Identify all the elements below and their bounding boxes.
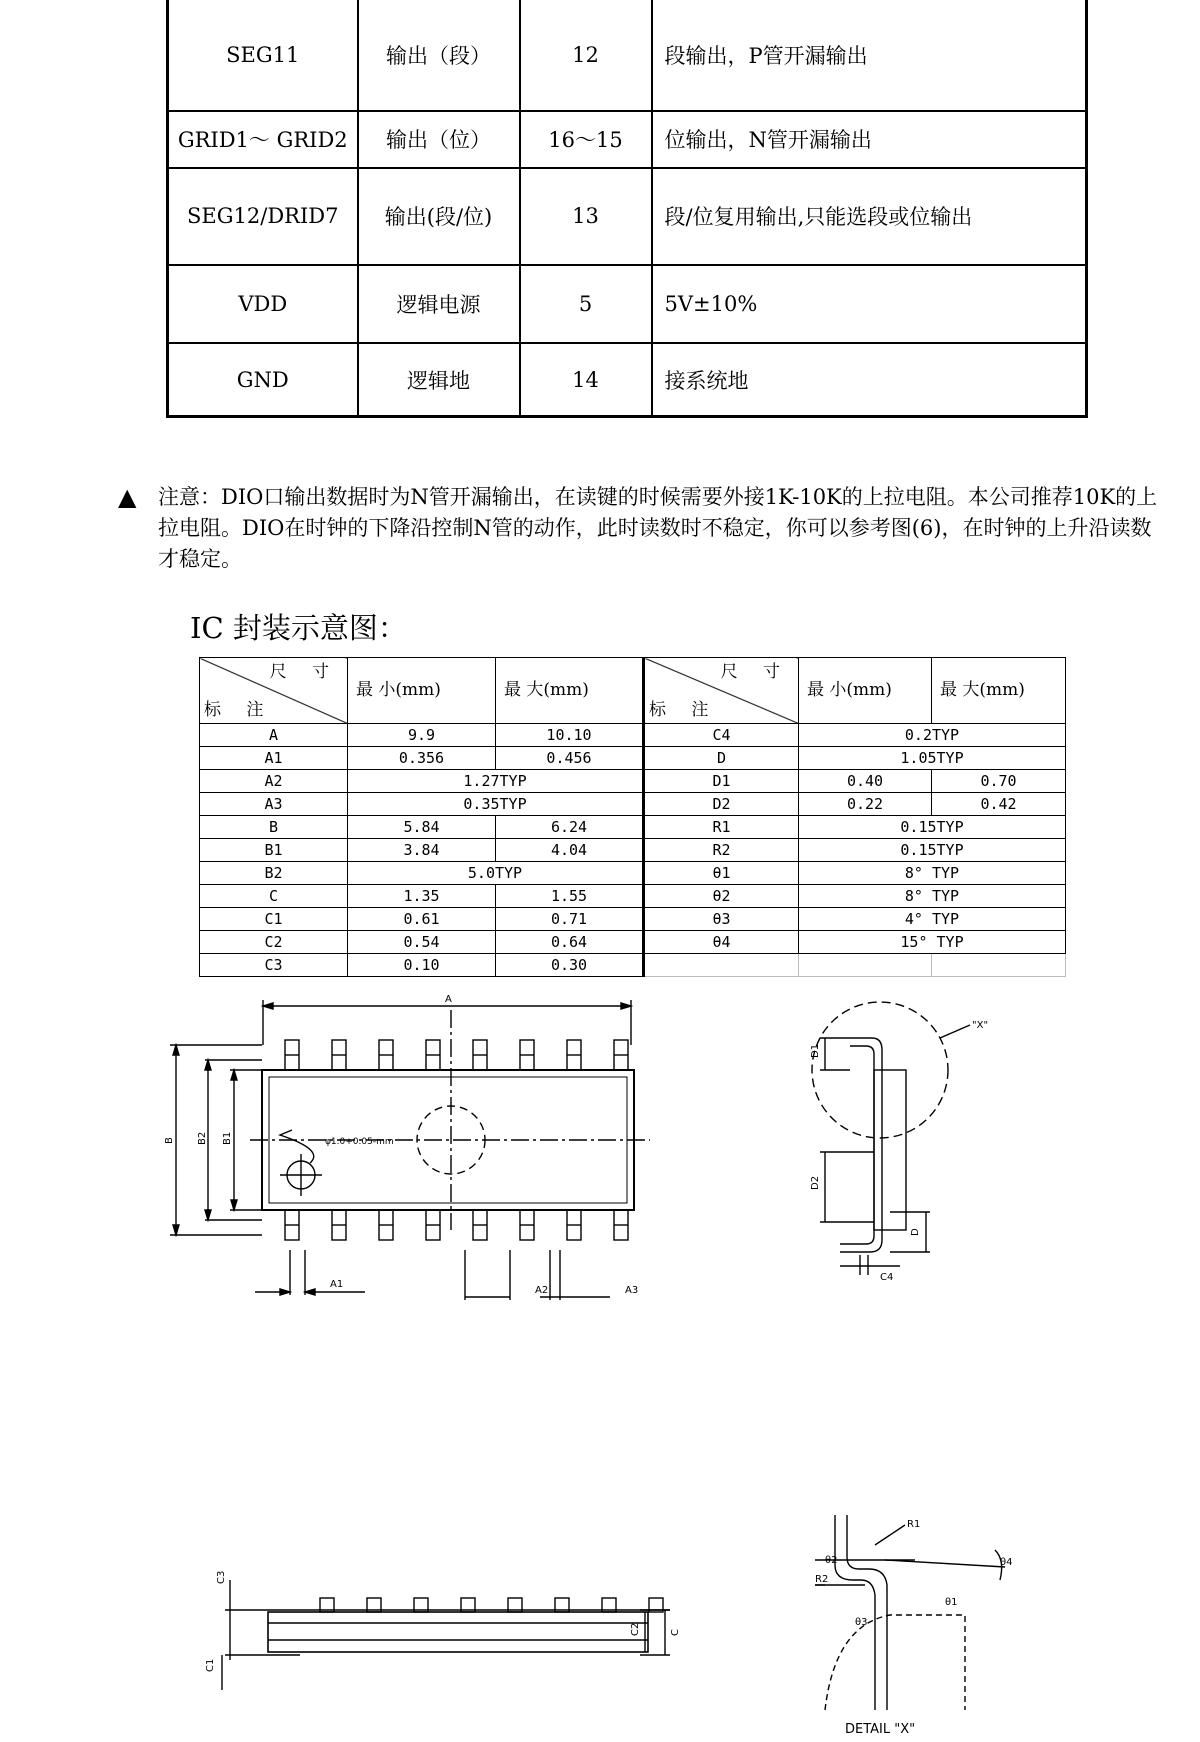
table-row <box>200 954 1066 977</box>
pin-desc: 接系统地 <box>652 343 1087 416</box>
max-header: 最 大(mm) <box>496 658 644 724</box>
dim-cell: θ2 <box>644 885 799 908</box>
dim-cell: R2 <box>644 839 799 862</box>
max-header: 最 大(mm) <box>932 658 1066 724</box>
label-B: B <box>164 1137 175 1144</box>
dim-cell: 0.40 <box>799 770 932 793</box>
dim-cell: 0.22 <box>799 793 932 816</box>
pin-number: 16～15 <box>520 111 652 167</box>
detail-x-drawing <box>795 1505 1025 1735</box>
dim-cell: D <box>644 747 799 770</box>
dim-cell: 0.64 <box>496 931 644 954</box>
dim-cell: 9.9 <box>348 724 496 747</box>
table-row <box>200 908 1066 931</box>
dim-cell <box>644 954 799 977</box>
label-D: D <box>910 1228 921 1236</box>
pin-number: 14 <box>520 343 652 416</box>
label-B2: B2 <box>197 1131 208 1145</box>
table-row <box>200 839 1066 862</box>
pin-name: VDD <box>168 265 358 343</box>
dim-cell: 0.61 <box>348 908 496 931</box>
table-row <box>168 265 1087 343</box>
dim-cell: B <box>200 816 348 839</box>
table-row <box>200 793 1066 816</box>
label-theta4: θ4 <box>1000 1557 1013 1568</box>
dim-cell: D2 <box>644 793 799 816</box>
dim-cell: θ3 <box>644 908 799 931</box>
pin-type: 输出（位） <box>358 111 520 167</box>
label-B1: B1 <box>222 1131 233 1145</box>
note-text: 注意：DIO口输出数据时为N管开漏输出，在读键的时候需要外接1K-10K的上拉电阻。本公司推荐10K的上拉电阻。DIO在时钟的下降沿控制N管的动作，此时读数时不稳定，你可以参考图(6)，在时钟的上升沿读数才稳定。 <box>158 485 1158 571</box>
dim-cell: 1.35 <box>348 885 496 908</box>
table-row <box>200 724 1066 747</box>
diagonal-header-left <box>200 658 348 724</box>
label-C3: C3 <box>216 1570 227 1584</box>
dim-cell: θ4 <box>644 931 799 954</box>
pin-desc: 段/位复用输出,只能选段或位输出 <box>652 168 1087 265</box>
dim-cell: A1 <box>200 747 348 770</box>
dim-cell: 5.84 <box>348 816 496 839</box>
dim-cell: 0.30 <box>496 954 644 977</box>
dim-cell: 0.71 <box>496 908 644 931</box>
dim-cell: 8° TYP <box>799 885 1066 908</box>
table-row <box>200 931 1066 954</box>
mark-label: 标 注 <box>649 700 719 720</box>
table-row <box>200 862 1066 885</box>
pin-name: SEG11 <box>168 0 358 111</box>
dim-cell: 0.2TYP <box>799 724 1066 747</box>
dim-cell: 0.356 <box>348 747 496 770</box>
dim-cell: D1 <box>644 770 799 793</box>
label-R2: R2 <box>815 1574 829 1585</box>
label-hole: φ1.0+0.05-mm <box>325 1137 394 1147</box>
dim-cell: θ1 <box>644 862 799 885</box>
note-paragraph <box>118 482 1158 575</box>
pin-type: 输出（段） <box>358 0 520 111</box>
pin-number: 13 <box>520 168 652 265</box>
dim-cell: 0.42 <box>932 793 1066 816</box>
min-header: 最 小(mm) <box>348 658 496 724</box>
dim-cell: A3 <box>200 793 348 816</box>
side-view-drawing <box>800 990 1030 1320</box>
table-row <box>200 816 1066 839</box>
dim-cell: 4° TYP <box>799 908 1066 931</box>
label-X: "X" <box>972 1020 989 1031</box>
label-D1: D1 <box>810 1043 821 1058</box>
dim-cell: C1 <box>200 908 348 931</box>
dim-cell: B2 <box>200 862 348 885</box>
pin-type: 逻辑地 <box>358 343 520 416</box>
pin-name: GND <box>168 343 358 416</box>
table-row <box>168 168 1087 265</box>
dim-label: 尺 寸 <box>269 662 339 682</box>
dim-cell: C3 <box>200 954 348 977</box>
dim-cell: 4.04 <box>496 839 644 862</box>
table-row <box>168 343 1087 416</box>
label-D2: D2 <box>810 1175 821 1190</box>
pin-type: 逻辑电源 <box>358 265 520 343</box>
dim-cell: 1.27TYP <box>348 770 644 793</box>
dim-cell: 1.05TYP <box>799 747 1066 770</box>
table-row <box>200 770 1066 793</box>
pin-number: 5 <box>520 265 652 343</box>
label-detail: DETAIL "X" <box>845 1722 916 1735</box>
label-R1: R1 <box>907 1519 921 1530</box>
label-C2: C2 <box>630 1622 641 1636</box>
dim-cell: C <box>200 885 348 908</box>
pin-desc: 段输出，P管开漏输出 <box>652 0 1087 111</box>
pin-name: GRID1～ GRID2 <box>168 111 358 167</box>
dim-label: 尺 寸 <box>720 662 790 682</box>
pin-desc: 5V±10% <box>652 265 1087 343</box>
label-C: C <box>670 1629 681 1636</box>
diagonal-header-right <box>644 658 799 724</box>
label-A1: A1 <box>330 1279 344 1290</box>
min-header: 最 小(mm) <box>799 658 932 724</box>
dim-cell: 0.54 <box>348 931 496 954</box>
dim-cell: 0.70 <box>932 770 1066 793</box>
dim-cell <box>799 954 932 977</box>
dim-cell: C2 <box>200 931 348 954</box>
dim-cell: B1 <box>200 839 348 862</box>
table-row <box>200 885 1066 908</box>
dim-cell: A <box>200 724 348 747</box>
table-row <box>200 747 1066 770</box>
dim-cell: 15° TYP <box>799 931 1066 954</box>
dim-cell: 5.0TYP <box>348 862 644 885</box>
table-row <box>168 0 1087 111</box>
dim-cell: 0.10 <box>348 954 496 977</box>
dim-cell: A2 <box>200 770 348 793</box>
mark-label: 标 注 <box>204 700 274 720</box>
warning-triangle-icon: ▲ <box>118 483 137 511</box>
dim-cell: 0.15TYP <box>799 816 1066 839</box>
label-theta3: θ3 <box>855 1617 868 1628</box>
dimension-table <box>199 657 1066 977</box>
dim-cell: 10.10 <box>496 724 644 747</box>
label-C1: C1 <box>205 1658 216 1672</box>
dim-cell: C4 <box>644 724 799 747</box>
pin-name: SEG12/DRID7 <box>168 168 358 265</box>
pin-table <box>166 0 1088 418</box>
dim-cell <box>932 954 1066 977</box>
dim-cell: 1.55 <box>496 885 644 908</box>
table-row <box>168 111 1087 167</box>
dim-cell: 0.456 <box>496 747 644 770</box>
label-A: A <box>445 994 452 1005</box>
dim-cell: 0.35TYP <box>348 793 644 816</box>
dim-cell: 3.84 <box>348 839 496 862</box>
pin-number: 12 <box>520 0 652 111</box>
top-view-drawing <box>160 990 680 1320</box>
label-A2: A2 <box>535 1285 549 1296</box>
label-C4: C4 <box>880 1272 894 1283</box>
table-header-row <box>200 658 1066 724</box>
front-view-drawing <box>200 1540 700 1710</box>
dim-cell: 6.24 <box>496 816 644 839</box>
label-A3: A3 <box>625 1285 639 1296</box>
label-theta2: θ2 <box>825 1555 838 1566</box>
package-heading: IC 封装示意图： <box>190 611 407 645</box>
dim-cell: 8° TYP <box>799 862 1066 885</box>
pin-desc: 位输出，N管开漏输出 <box>652 111 1087 167</box>
dim-cell: R1 <box>644 816 799 839</box>
pin-type: 输出(段/位) <box>358 168 520 265</box>
label-theta1: θ1 <box>945 1597 958 1608</box>
dim-cell: 0.15TYP <box>799 839 1066 862</box>
